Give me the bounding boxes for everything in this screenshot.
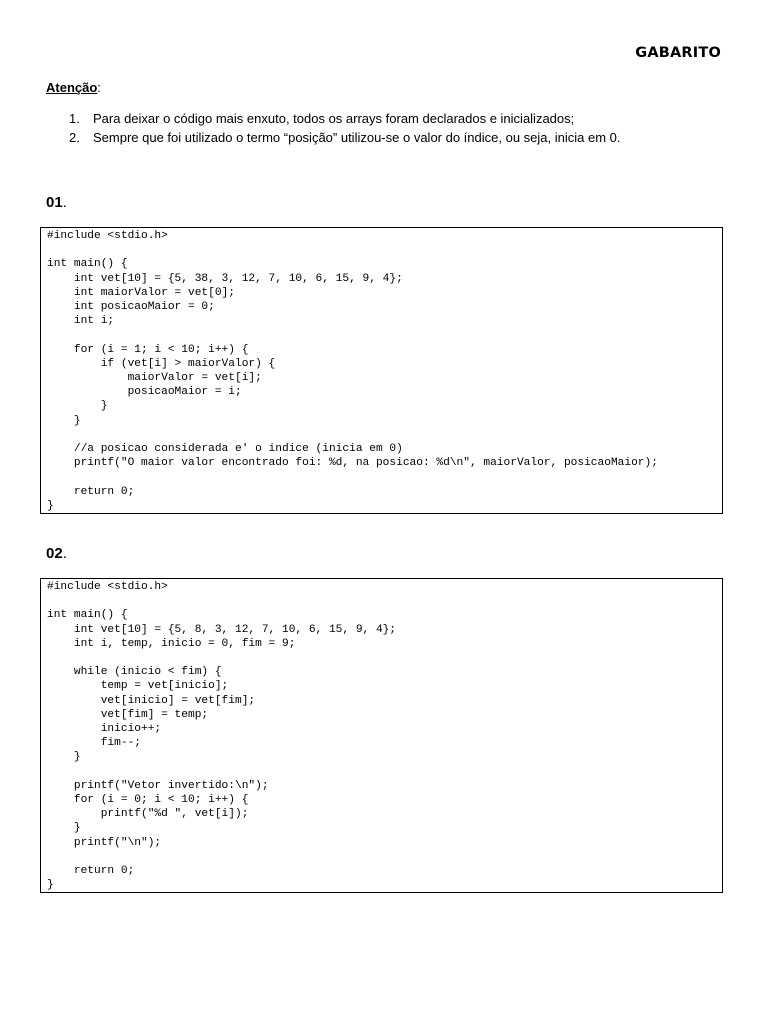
- section-dot: .: [62, 545, 67, 562]
- code-text: #include <stdio.h> int main() { int vet[10] = {5, 8, 3, 12, 7, 10, 6, 15, 9, 4}; int i, temp, inicio = 0, fim = 9; while (inicio < fim) { temp = vet[inicio]; vet[inicio] = vet[fim]; vet[fim] = temp; inicio++; fim--; } printf("Vetor invertido:\n"); for (i = 0; i < 10; i++) { printf("%d ", vet[i]); } printf("\n"); return 0; }: [47, 581, 397, 892]
- code-block-01: [40, 227, 723, 514]
- attention-heading: [46, 80, 101, 96]
- notes-list: [46, 109, 726, 147]
- code-text: #include <stdio.h> int main() { int vet[10] = {5, 38, 3, 12, 7, 10, 6, 15, 9, 4}; int maiorValor = vet[0]; int posicaoMaior = 0; int i; for (i = 1; i < 10; i++) { if (vet[i] > maiorValor) { maiorValor = vet[i]; posicaoMaior = i; } } //a posicao considerada e' o indice (inicia em 0) printf("O maior valor encontrado foi: %d, na posicao: %d\n", maiorValor, posicaoMaior); return 0; }: [47, 230, 658, 512]
- attention-colon: :: [97, 80, 101, 95]
- note-text: Para deixar o código mais enxuto, todos os arrays foram declarados e inicializados;: [93, 111, 575, 126]
- section-number: 01: [46, 194, 63, 211]
- attention-label: Atenção: [46, 80, 98, 95]
- note-number: 1.: [69, 111, 80, 126]
- section-label-01: [46, 194, 67, 212]
- section-number: 02: [46, 545, 63, 562]
- section-label-02: [46, 545, 67, 563]
- note-number: 2.: [69, 130, 80, 145]
- note-text: Sempre que foi utilizado o termo “posição” utilizou-se o valor do índice, ou seja, inicia em 0.: [93, 130, 621, 145]
- section-dot: .: [62, 194, 67, 211]
- code-block-02: [40, 578, 723, 893]
- note-item: [46, 109, 726, 128]
- note-item: [46, 128, 726, 147]
- page-title: GABARITO: [635, 45, 721, 61]
